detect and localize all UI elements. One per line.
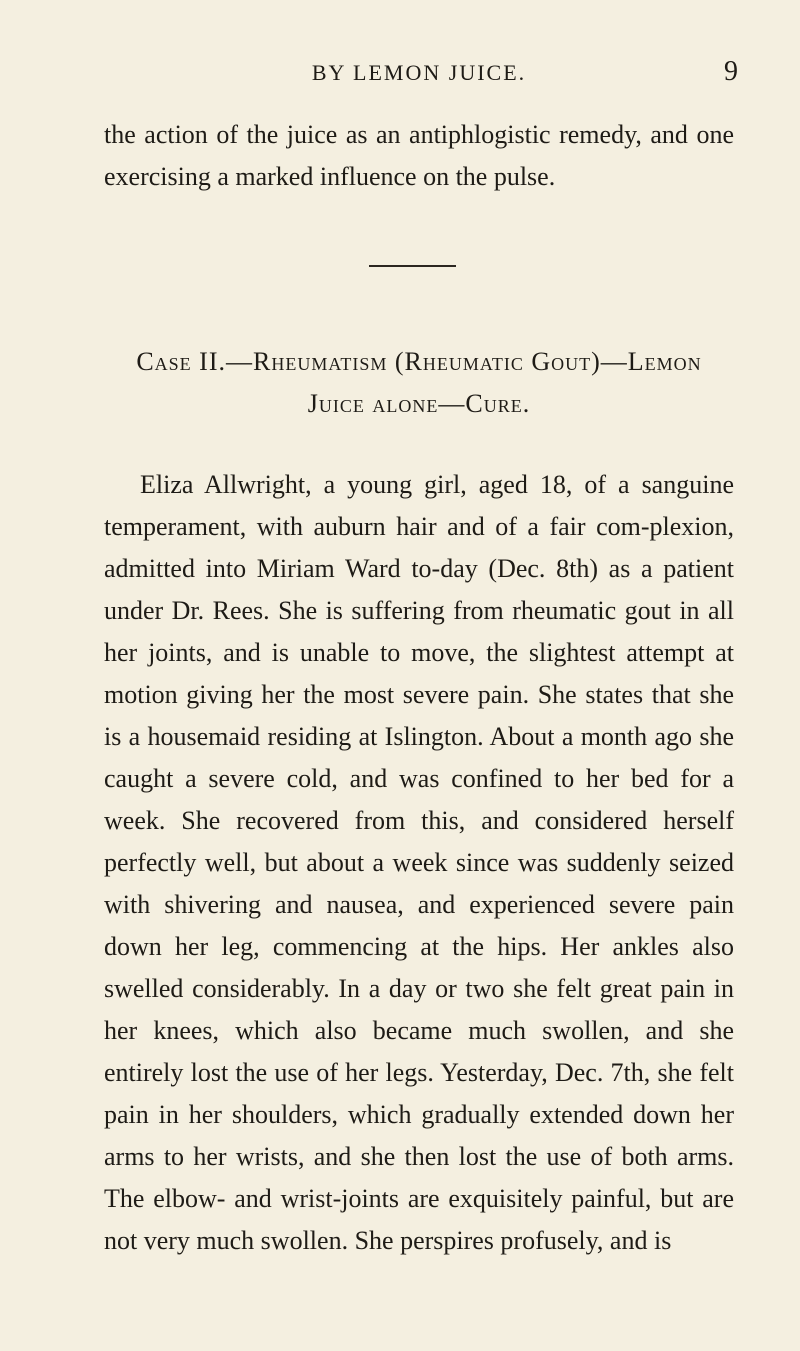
intro-paragraph-block [104, 114, 734, 198]
page-number: 9 [724, 56, 738, 87]
case-body [104, 464, 734, 1262]
intro-paragraph: the action of the juice as an antiphlogistic remedy, and one exercising a marked influence on the pulse. [104, 120, 734, 191]
running-title: BY LEMON JUICE. [311, 60, 527, 85]
case-heading-line-2: Juice alone—Cure. [307, 389, 531, 418]
running-head [100, 56, 738, 94]
case-paragraph: Eliza Allwright, a young girl, aged 18, of a sanguine temperament, with auburn hair and of a fair com-plexion, admitted into Miriam Ward to-day (Dec. 8th) as a patient under Dr. Rees. She is suffering from rheumatic gout in all her joints, and is unable to move, the slightest attempt at motion giving her the most severe pain. She states that she is a housemaid residing at Islington. About a month ago she caught a severe cold, and was confined to her bed for a week. She recovered from this, and considered herself perfectly well, but about a week since was suddenly seized with shivering and nausea, and experienced severe pain down her leg, commencing at the hips. Her ankles also swelled considerably. In a day or two she felt great pain in her knees, which also became much swollen, and she entirely lost the use of her legs. Yesterday, Dec. 7th, she felt pain in her shoulders, which gradually extended down her arms to her wrists, and she then lost the use of both arms. The elbow- and wrist-joints are exquisitely painful, but are not very much swollen. She perspires profusely, and is [104, 470, 734, 1255]
section-divider-rule [369, 265, 456, 267]
case-heading-line-1: Case II.—Rheumatism (Rheumatic Gout)—Lemon [136, 347, 702, 376]
case-heading [104, 341, 734, 425]
